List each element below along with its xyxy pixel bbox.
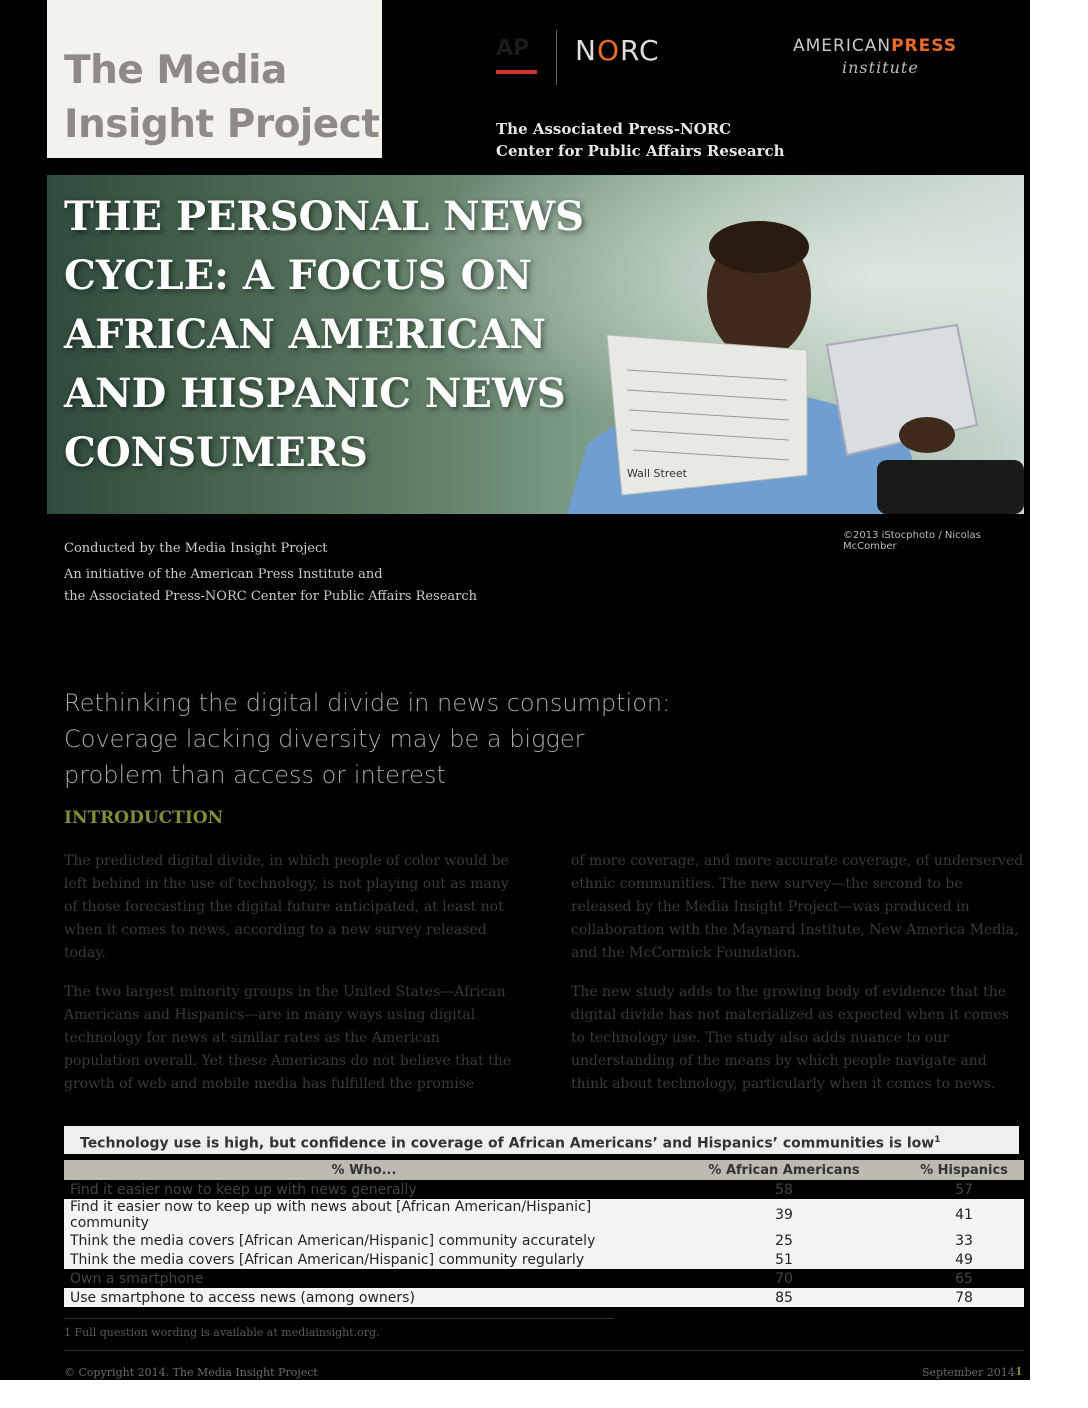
ap-logo: AP: [496, 36, 530, 61]
api-logo: AMERICANPRESS: [793, 36, 957, 56]
table-row: Own a smartphone 70 65: [64, 1269, 1024, 1288]
brand-box: [47, 0, 382, 158]
report-subtitle: Rethinking the digital divide in news consumption: Coverage lacking diversity may be a bigger problem than access or interest: [64, 689, 671, 789]
column-header: % Hispanics: [904, 1160, 1024, 1180]
table-row: Find it easier now to keep up with news generally 58 57: [64, 1180, 1024, 1199]
paragraph: of more coverage, and more accurate coverage, of underserved ethnic communities. The new survey—the second to be released by the Media Insight Project—was produced in collaboration with the Maynard Institute, New America Media, and the McCormick Foundation.: [571, 853, 1024, 961]
ap-logo-bar: [496, 70, 537, 74]
api-logo-institute: institute: [842, 58, 919, 77]
center-name: The Associated Press-NORC Center for Public Affairs Research: [496, 120, 785, 160]
norc-logo: NORC: [575, 34, 660, 67]
conducted-by: Conducted by the Media Insight Project: [64, 541, 328, 556]
report-title: THE PERSONAL NEWS CYCLE: A FOCUS ON AFRICAN AMERICAN AND HISPANIC NEWS CONSUMERS: [64, 193, 585, 476]
initiative-text: An initiative of the American Press Institute and the Associated Press-NORC Center for Public Affairs Research: [64, 567, 478, 604]
publication-date: September 2014: [922, 1366, 1015, 1379]
footer-rule: [64, 1350, 1024, 1351]
hero-banner: [47, 175, 1024, 514]
column-header: % African Americans: [664, 1160, 904, 1180]
logo-divider: [556, 30, 557, 85]
copyright: © Copyright 2014. The Media Insight Project: [64, 1366, 318, 1379]
survey-table: [64, 1160, 1024, 1307]
table-row: Think the media covers [African American/Hispanic] community regularly 51 49: [64, 1250, 1024, 1269]
column-header: % Who...: [64, 1160, 664, 1180]
table-header-row: [64, 1160, 1024, 1180]
table-caption: Technology use is high, but confidence in coverage of African Americans’ and Hispanics’ communities is low$^1$: [64, 1126, 1019, 1154]
photo-credit: ©2013 iStocphoto / Nicolas McComber: [843, 530, 981, 552]
section-heading: INTRODUCTION: [64, 808, 224, 828]
intro-column-left: [64, 850, 519, 1112]
footnote-rule: [64, 1318, 614, 1319]
table-row: Use smartphone to access news (among owners) 85 78: [64, 1288, 1024, 1307]
table-row: Think the media covers [African American/Hispanic] community accurately 25 33: [64, 1231, 1024, 1250]
brand-title: The Media Insight Project: [64, 48, 380, 147]
intro-column-right: [571, 850, 1026, 1112]
table-row: Find it easier now to keep up with news about [African American/Hispanic] community 39 41: [64, 1199, 1024, 1231]
newspaper-label: Wall Street: [627, 467, 687, 480]
paragraph: The two largest minority groups in the United States—African Americans and Hispanics—are in many ways using digital technology for news at similar rates as the American population overall. Yet these Americans do not believe that the growth of web and mobile media has fulfilled the promise: [64, 984, 512, 1092]
page-number: 1: [1015, 1365, 1023, 1378]
paragraph: The predicted digital divide, in which people of color would be left behind in the use of technology, is not playing out as many of those forecasting the digital future anticipated, at least not when it comes to news, according to a new survey released today.: [64, 853, 509, 961]
footnote: 1 Full question wording is available at mediainsight.org.: [64, 1326, 380, 1339]
paragraph: The new study adds to the growing body of evidence that the digital divide has not materialized as expected when it comes to technology use. The study also adds nuance to our understanding of the means by which people navigate and think about technology, particularly when it comes to news.: [571, 984, 1009, 1092]
